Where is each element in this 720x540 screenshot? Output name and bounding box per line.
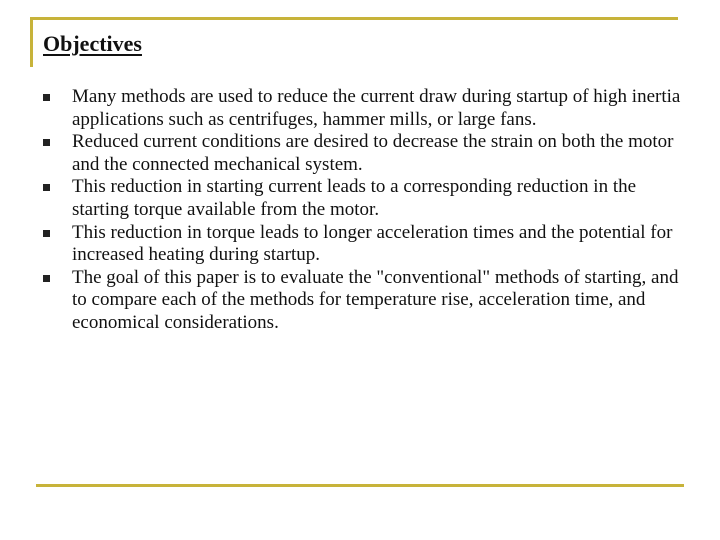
bullet-text: Many methods are used to reduce the current draw during startup of high inertia applications such as centrifuges, hammer mills, or large fans.: [72, 86, 681, 130]
frame-bottom-line: [36, 484, 684, 487]
bullet-text: The goal of this paper is to evaluate the "conventional" methods of starting, and to compare each of the methods for temperature rise, acceleration time, and economical considerations.: [72, 266, 679, 333]
bullet-text: Reduced current conditions are desired to decrease the strain on both the motor and the connected mechanical system.: [72, 131, 674, 175]
frame-left-line: [30, 17, 33, 67]
slide-title: Objectives: [43, 31, 142, 56]
square-bullet-icon: [43, 139, 50, 146]
square-bullet-icon: [43, 94, 50, 101]
square-bullet-icon: [43, 230, 50, 237]
bullet-list: [43, 86, 683, 335]
bullet-item: [43, 131, 683, 176]
square-bullet-icon: [43, 275, 50, 282]
bullet-item: [43, 267, 683, 335]
bullet-text: This reduction in torque leads to longer acceleration times and the potential for increased heating during startup.: [72, 221, 673, 266]
bullet-item: [43, 222, 683, 267]
square-bullet-icon: [43, 184, 50, 191]
frame-top-line: [30, 17, 678, 20]
bullet-item: [43, 86, 683, 131]
bullet-item: [43, 176, 683, 221]
bullet-text: This reduction in starting current leads to a corresponding reduction in the starting torque available from the motor.: [72, 176, 637, 220]
